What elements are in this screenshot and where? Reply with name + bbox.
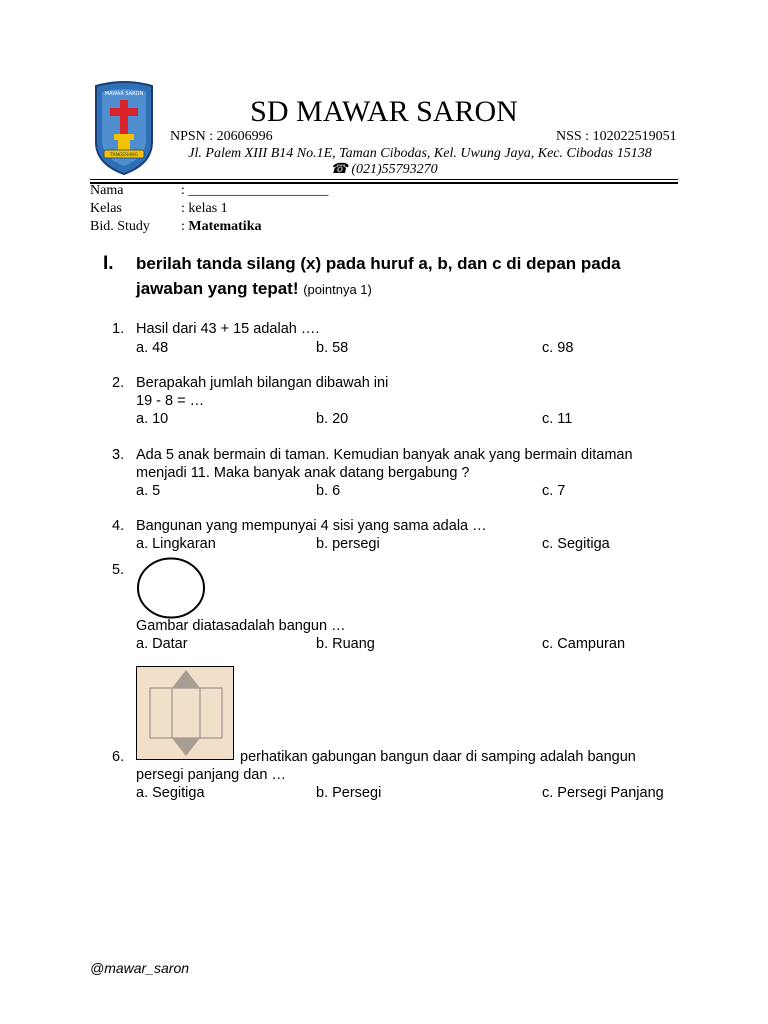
phone-icon: ☎ [330, 162, 348, 177]
nama-label: Nama [90, 183, 124, 198]
kelas-label: Kelas [90, 201, 122, 216]
points-note: (pointnya 1) [303, 282, 372, 297]
school-title: SD MAWAR SARON [250, 95, 518, 128]
question-5-option-a[interactable]: a. Datar [136, 636, 188, 652]
question-6-option-a[interactable]: a. Segitiga [136, 785, 205, 801]
question-2-option-a[interactable]: a. 10 [136, 411, 169, 427]
school-phone: ☎ (021)55793270 [330, 162, 438, 177]
school-address: Jl. Palem XIII B14 No.1E, Taman Cibodas, Kel. Uwung Jaya, Kec. Cibodas 15138 [188, 146, 652, 161]
header-divider-thick [90, 182, 678, 184]
question-4-text: Bangunan yang mempunyai 4 sisi yang sama adala … [136, 518, 487, 534]
question-5-text: Gambar diatasadalah bangun … [136, 618, 346, 634]
question-3-option-c[interactable]: c. 7 [542, 483, 566, 499]
section-instruction-line2: jawaban yang tepat! (pointnya 1) [136, 279, 372, 298]
question-1-text: Hasil dari 43 + 15 adalah …. [136, 321, 320, 337]
question-5-number: 5. [112, 562, 125, 578]
question-6-text-line2: persegi panjang dan … [136, 767, 286, 783]
question-2-text-line2: 19 - 8 = … [136, 393, 205, 409]
section-instruction-line1: berilah tanda silang (x) pada huruf a, b, dan c di depan pada [136, 254, 621, 273]
question-4-number: 4. [112, 518, 125, 534]
question-4-option-c[interactable]: c. Segitiga [542, 536, 610, 552]
question-3-number: 3. [112, 447, 125, 463]
question-4-option-a[interactable]: a. Lingkaran [136, 536, 216, 552]
question-4-option-b[interactable]: b. persegi [316, 536, 380, 552]
question-5-option-b[interactable]: b. Ruang [316, 636, 375, 652]
question-2-option-c[interactable]: c. 11 [542, 411, 573, 427]
header-divider-thin [90, 179, 678, 180]
question-3-option-b[interactable]: b. 6 [316, 483, 341, 499]
question-1-option-c[interactable]: c. 98 [542, 340, 574, 356]
question-2-option-b[interactable]: b. 20 [316, 411, 349, 427]
nama-field[interactable]: : ____________________ [181, 183, 329, 198]
question-6-number: 6. [112, 749, 125, 765]
question-5-option-c[interactable]: c. Campuran [542, 636, 626, 652]
question-1-number: 1. [112, 321, 125, 337]
kelas-value: : kelas 1 [181, 201, 228, 216]
question-3-option-a[interactable]: a. 5 [136, 483, 161, 499]
question-1-option-a[interactable]: a. 48 [136, 340, 169, 356]
question-3-text-line1: Ada 5 anak bermain di taman. Kemudian banyak anak yang bermain ditaman [136, 447, 633, 463]
svg-text:TANGERANG: TANGERANG [109, 153, 139, 158]
question-6-text-line1: perhatikan gabungan bangun daar di samping adalah bangun [240, 749, 636, 765]
study-label: Bid. Study [90, 219, 150, 234]
nss-text: NSS : 102022519051 [556, 129, 677, 144]
svg-text:MAWAR SARON: MAWAR SARON [104, 91, 144, 97]
question-2-text-line1: Berapakah jumlah bilangan dibawah ini [136, 375, 389, 391]
prism-net-figure [136, 666, 234, 760]
circle-figure [136, 557, 206, 619]
question-3-text-line2: menjadi 11. Maka banyak anak datang bergabung ? [136, 465, 470, 481]
section-number: I. [103, 253, 114, 274]
question-2-number: 2. [112, 375, 125, 391]
npsn-text: NPSN : 20606996 [170, 129, 273, 144]
question-1-option-b[interactable]: b. 58 [316, 340, 349, 356]
question-6-option-c[interactable]: c. Persegi Panjang [542, 785, 664, 801]
footer-handle: @mawar_saron [90, 960, 190, 976]
question-6-option-b[interactable]: b. Persegi [316, 785, 382, 801]
study-value: : Matematika [181, 219, 262, 234]
